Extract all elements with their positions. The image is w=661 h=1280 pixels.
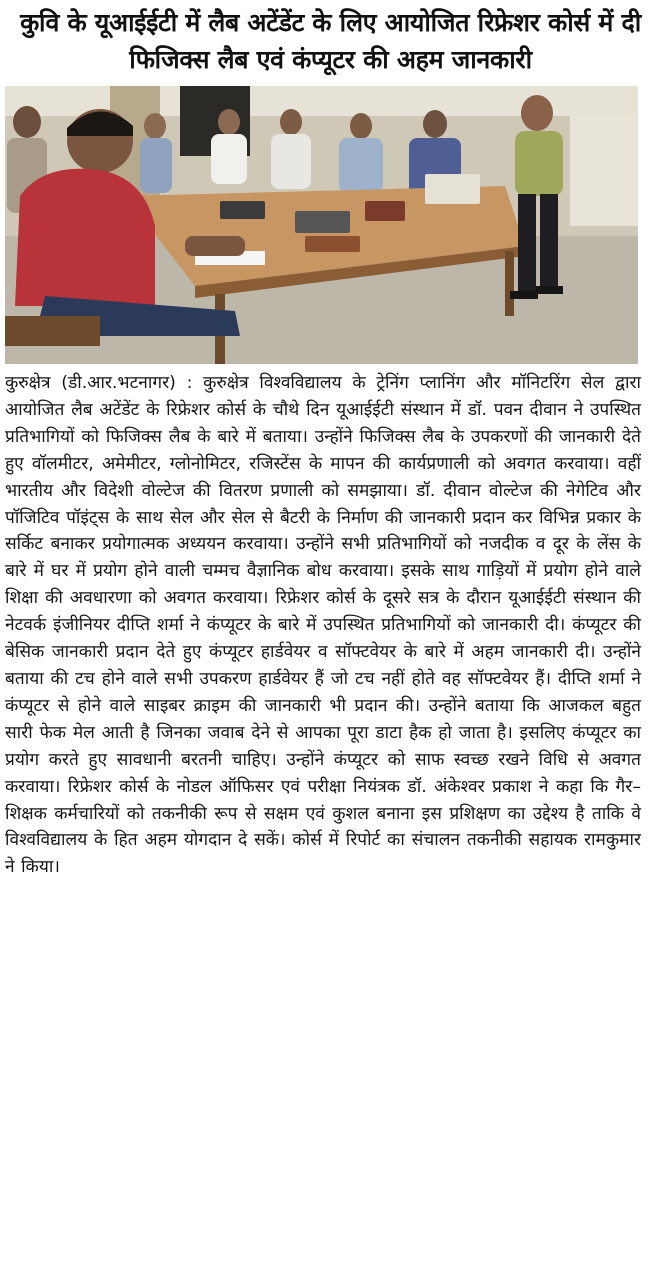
news-photo [5,86,638,364]
lab-session-photo [5,86,638,364]
article-body: कुरुक्षेत्र (डी.आर.भटनागर) : कुरुक्षेत्र विश्वविद्यालय के ट्रेनिंग प्लानिंग और मॉनिटरिंग सेल द्वारा आयोजित लैब अटेंडेंट के रिफ्रेशर कोर्स के चौथे दिन यूआईईटी संस्थान में डॉ. पवन दीवान ने उपस्थित प्रतिभागियों को फिजिक्स लैब के बारे में बताया। उन्होंने फिजिक्स लैब के उपकरणों की जानकारी देते हुए वॉलमीटर, अमेमीटर, ग्लोनोमिटर, रजिस्टेंस के मापन की कार्यप्रणाली को अवगत करवाया। वहीं भारतीय और विदेशी वोल्टेज की वितरण प्रणाली को समझाया। डॉ. दीवान वोल्टेज की नेगेटिव और पॉजिटिव पॉइंट्स के साथ सेल और सेल से बैटरी के निर्माण की जानकारी प्रदान कर विभिन्न प्रकार के सर्किट बनाकर प्रयोगात्मक अध्ययन करवाया। उन्होंने सभी प्रतिभागियों को नजदीक व दूर के लेंस के बारे में घर में प्रयोग होने वाली चम्मच वैज्ञानिक बोध करवाया। इसके साथ गाड़ियों में प्रयोग होने वाले शिक्षा की अवधारणा को अवगत करवाया। रिफ्रेशर कोर्स के दूसरे सत्र के दौरान यूआईईटी संस्थान की नेटवर्क इंजीनियर दीप्ति शर्मा ने कंप्यूटर के बारे में उपस्थित प्रतिभागियों को जानकारी दी। कंप्यूटर की बेसिक जानकारी प्रदान देते हुए कंप्यूटर हार्डवेयर व सॉफ्टवेयर के बारे में अहम जानकारी दी। उन्होंने बताया की टच होने वाले सभी उपकरण हार्डवेयर हैं जो टच नहीं होते वह सॉफ्टवेयर हैं। दीप्ति शर्मा ने कंप्यूटर से होने वाले साइबर क्राइम की जानकारी भी प्रदान की। उन्होंने बताया कि आजकल बहुत सारी फेक मेल आती है जिनका जवाब देने से आपका पूरा डाटा हैक हो जाता है। इसलिए कंप्यूटर का प्रयोग करते हुए सावधानी बरतनी चाहिए। उन्होंने कंप्यूटर को साफ स्वच्छ रखने विधि से अवगत करवाया। रिफ्रेशर कोर्स के नोडल ऑफिसर एवं परीक्षा नियंत्रक डॉ. अंकेश्वर प्रकाश ने कहा कि गैर–शिक्षक कर्मचारियों को तकनीकी रूप से सक्षम एवं कुशल बनाना इस प्रशिक्षण का उद्देश्य है ताकि वे विश्वविद्यालय के हित अहम योगदान दे सकें। कोर्स में रिपोर्ट का संचालन तकनीकी सहायक रामकुमार ने किया। [5,373,641,878]
headline: कुवि के यूआईईटी में लैब अटेंडेंट के लिए आयोजित रिफ्रेशर कोर्स में दी फिजिक्स लैब एवं कंप्यूटर की अहम जानकारी [20,8,641,74]
